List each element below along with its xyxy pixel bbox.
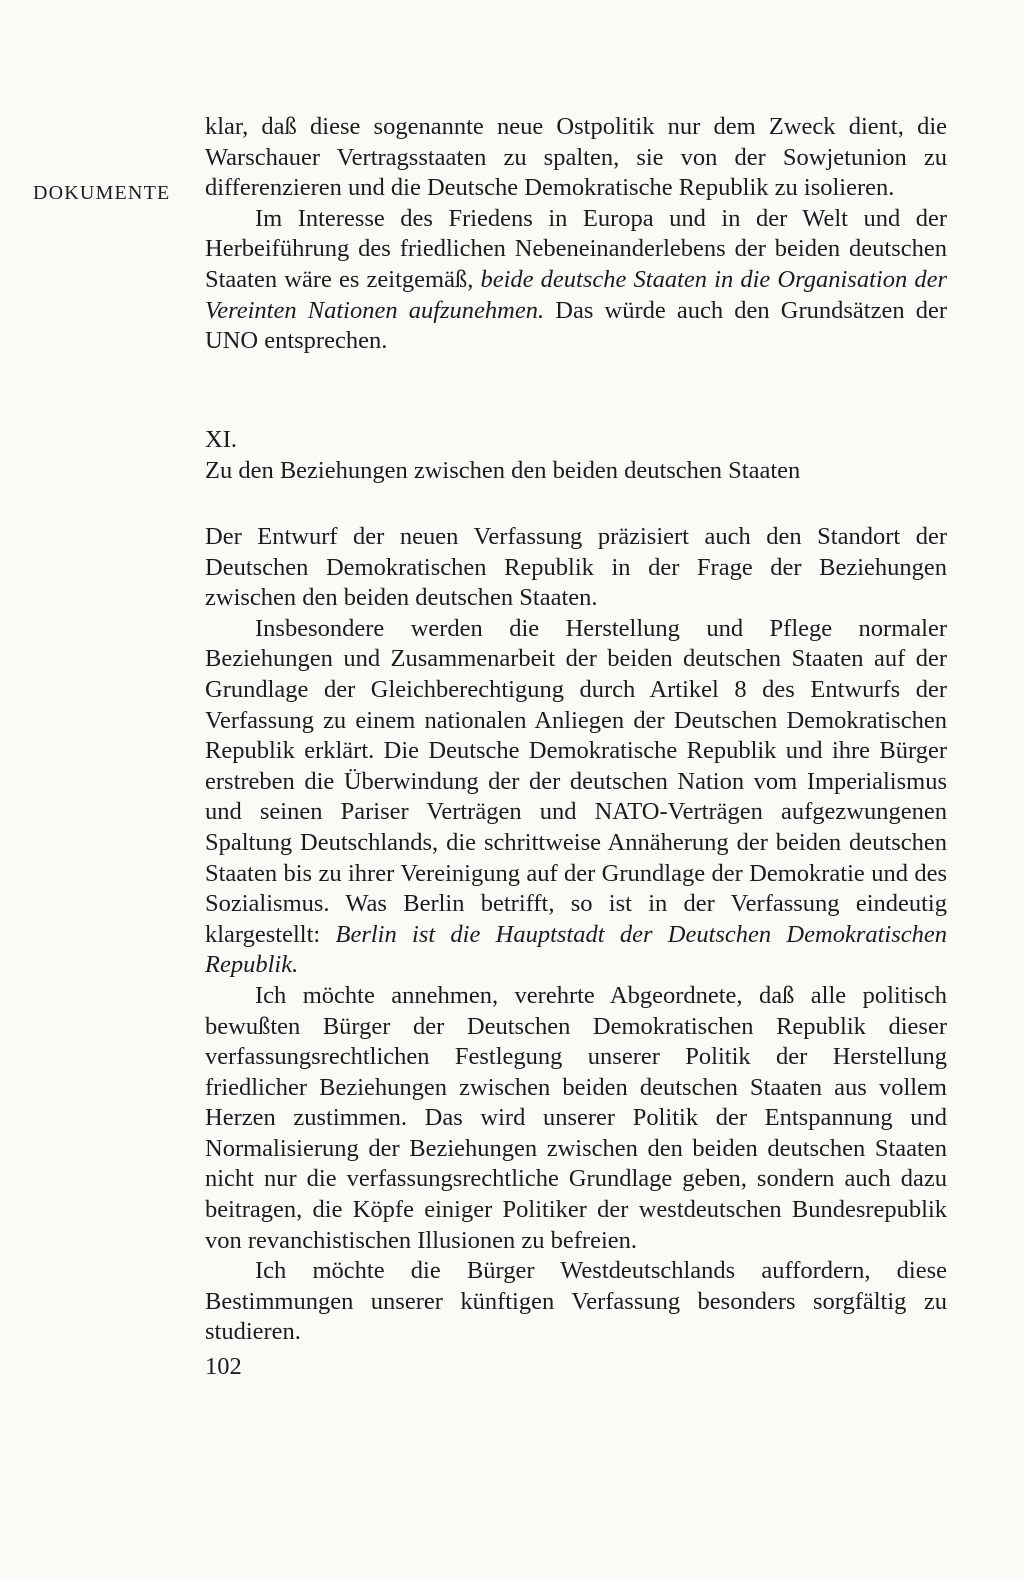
paragraph-text: Insbesondere werden die Herstellung und Pflege normaler Beziehungen und Zusammenarbeit der beiden deutschen Staaten auf der Grundlage der Gleichberechtigung durch Artikel 8 des Entwurfs der Verfassung zu einem nationalen Anliegen der Deutschen Demokratischen Republik erklärt. Die Deutsche Demokratische Republik und ihre Bürger erstreben die Überwindung der der deutschen Nation vom Imperialismus und seinen Pariser Verträgen und NATO-Verträgen aufgezwungenen Spaltung Deutschlands, die schrittweise Annäherung der beiden deutschen Staaten bis zu ihrer Vereinigung auf der Grundlage der Demokratie und des Sozialismus. Was Berlin betrifft, so ist in der Verfassung eindeutig klargestellt:: [205, 614, 947, 948]
margin-label: DOKUMENTE: [33, 182, 171, 204]
page-number: 102: [205, 1353, 242, 1380]
emphasis-text: Berlin ist die Hauptstadt der Deutschen Demokratischen Republik.: [205, 920, 947, 979]
top-text-block: [205, 112, 947, 357]
paragraph: [205, 614, 947, 981]
paragraph: [205, 204, 947, 357]
paragraph: Der Entwurf der neuen Verfassung präzisiert auch den Standort der Deutschen Demokratischen Republik in der Frage der Beziehungen zwischen den beiden deutschen Staaten.: [205, 523, 947, 612]
paragraph: Ich möchte die Bürger Westdeutschlands auffordern, diese Bestimmungen unserer künftigen Verfassung besonders sorgfältig zu studieren.: [205, 1257, 947, 1346]
paragraph: klar, daß diese sogenannte neue Ostpolitik nur dem Zweck dient, die Warschauer Vertragsstaaten zu spalten, sie von der Sowjetunion zu differenzieren und die Deutsche Demokratische Republik zu isolieren.: [205, 113, 947, 202]
section-number: XI.: [205, 426, 237, 453]
paragraph-text: Im Interesse des Friedens in Europa und in der Welt und der Herbeiführung des friedlichen Nebeneinanderlebens der beiden deutschen Staaten wäre es zeitgemäß,: [205, 204, 947, 293]
paragraph: Ich möchte annehmen, verehrte Abgeordnete, daß alle politisch bewußten Bürger der Deutschen Demokratischen Republik dieser verfassungsrechtlichen Festlegung unserer Politik der Herstellung friedlicher Beziehungen zwischen beiden deutschen Staaten aus vollem Herzen zustimmen. Das wird unserer Politik der Entspannung und Normalisierung der Beziehungen zwischen den beiden deutschen Staaten nicht nur die verfassungsrechtliche Grundlage geben, sondern auch dazu beitragen, die Köpfe einiger Politiker der westdeutschen Bundesrepublik von revanchistischen Illusionen zu befreien.: [205, 981, 947, 1254]
paragraph-text: Das würde auch den Grundsätzen der UNO entsprechen.: [205, 296, 947, 355]
emphasis-text: beide deutsche Staaten in die Organisation der Vereinten Nationen aufzunehmen.: [205, 265, 947, 324]
body-text-block: [205, 522, 947, 1348]
section-title: Zu den Beziehungen zwischen den beiden deutschen Staaten: [205, 457, 801, 484]
